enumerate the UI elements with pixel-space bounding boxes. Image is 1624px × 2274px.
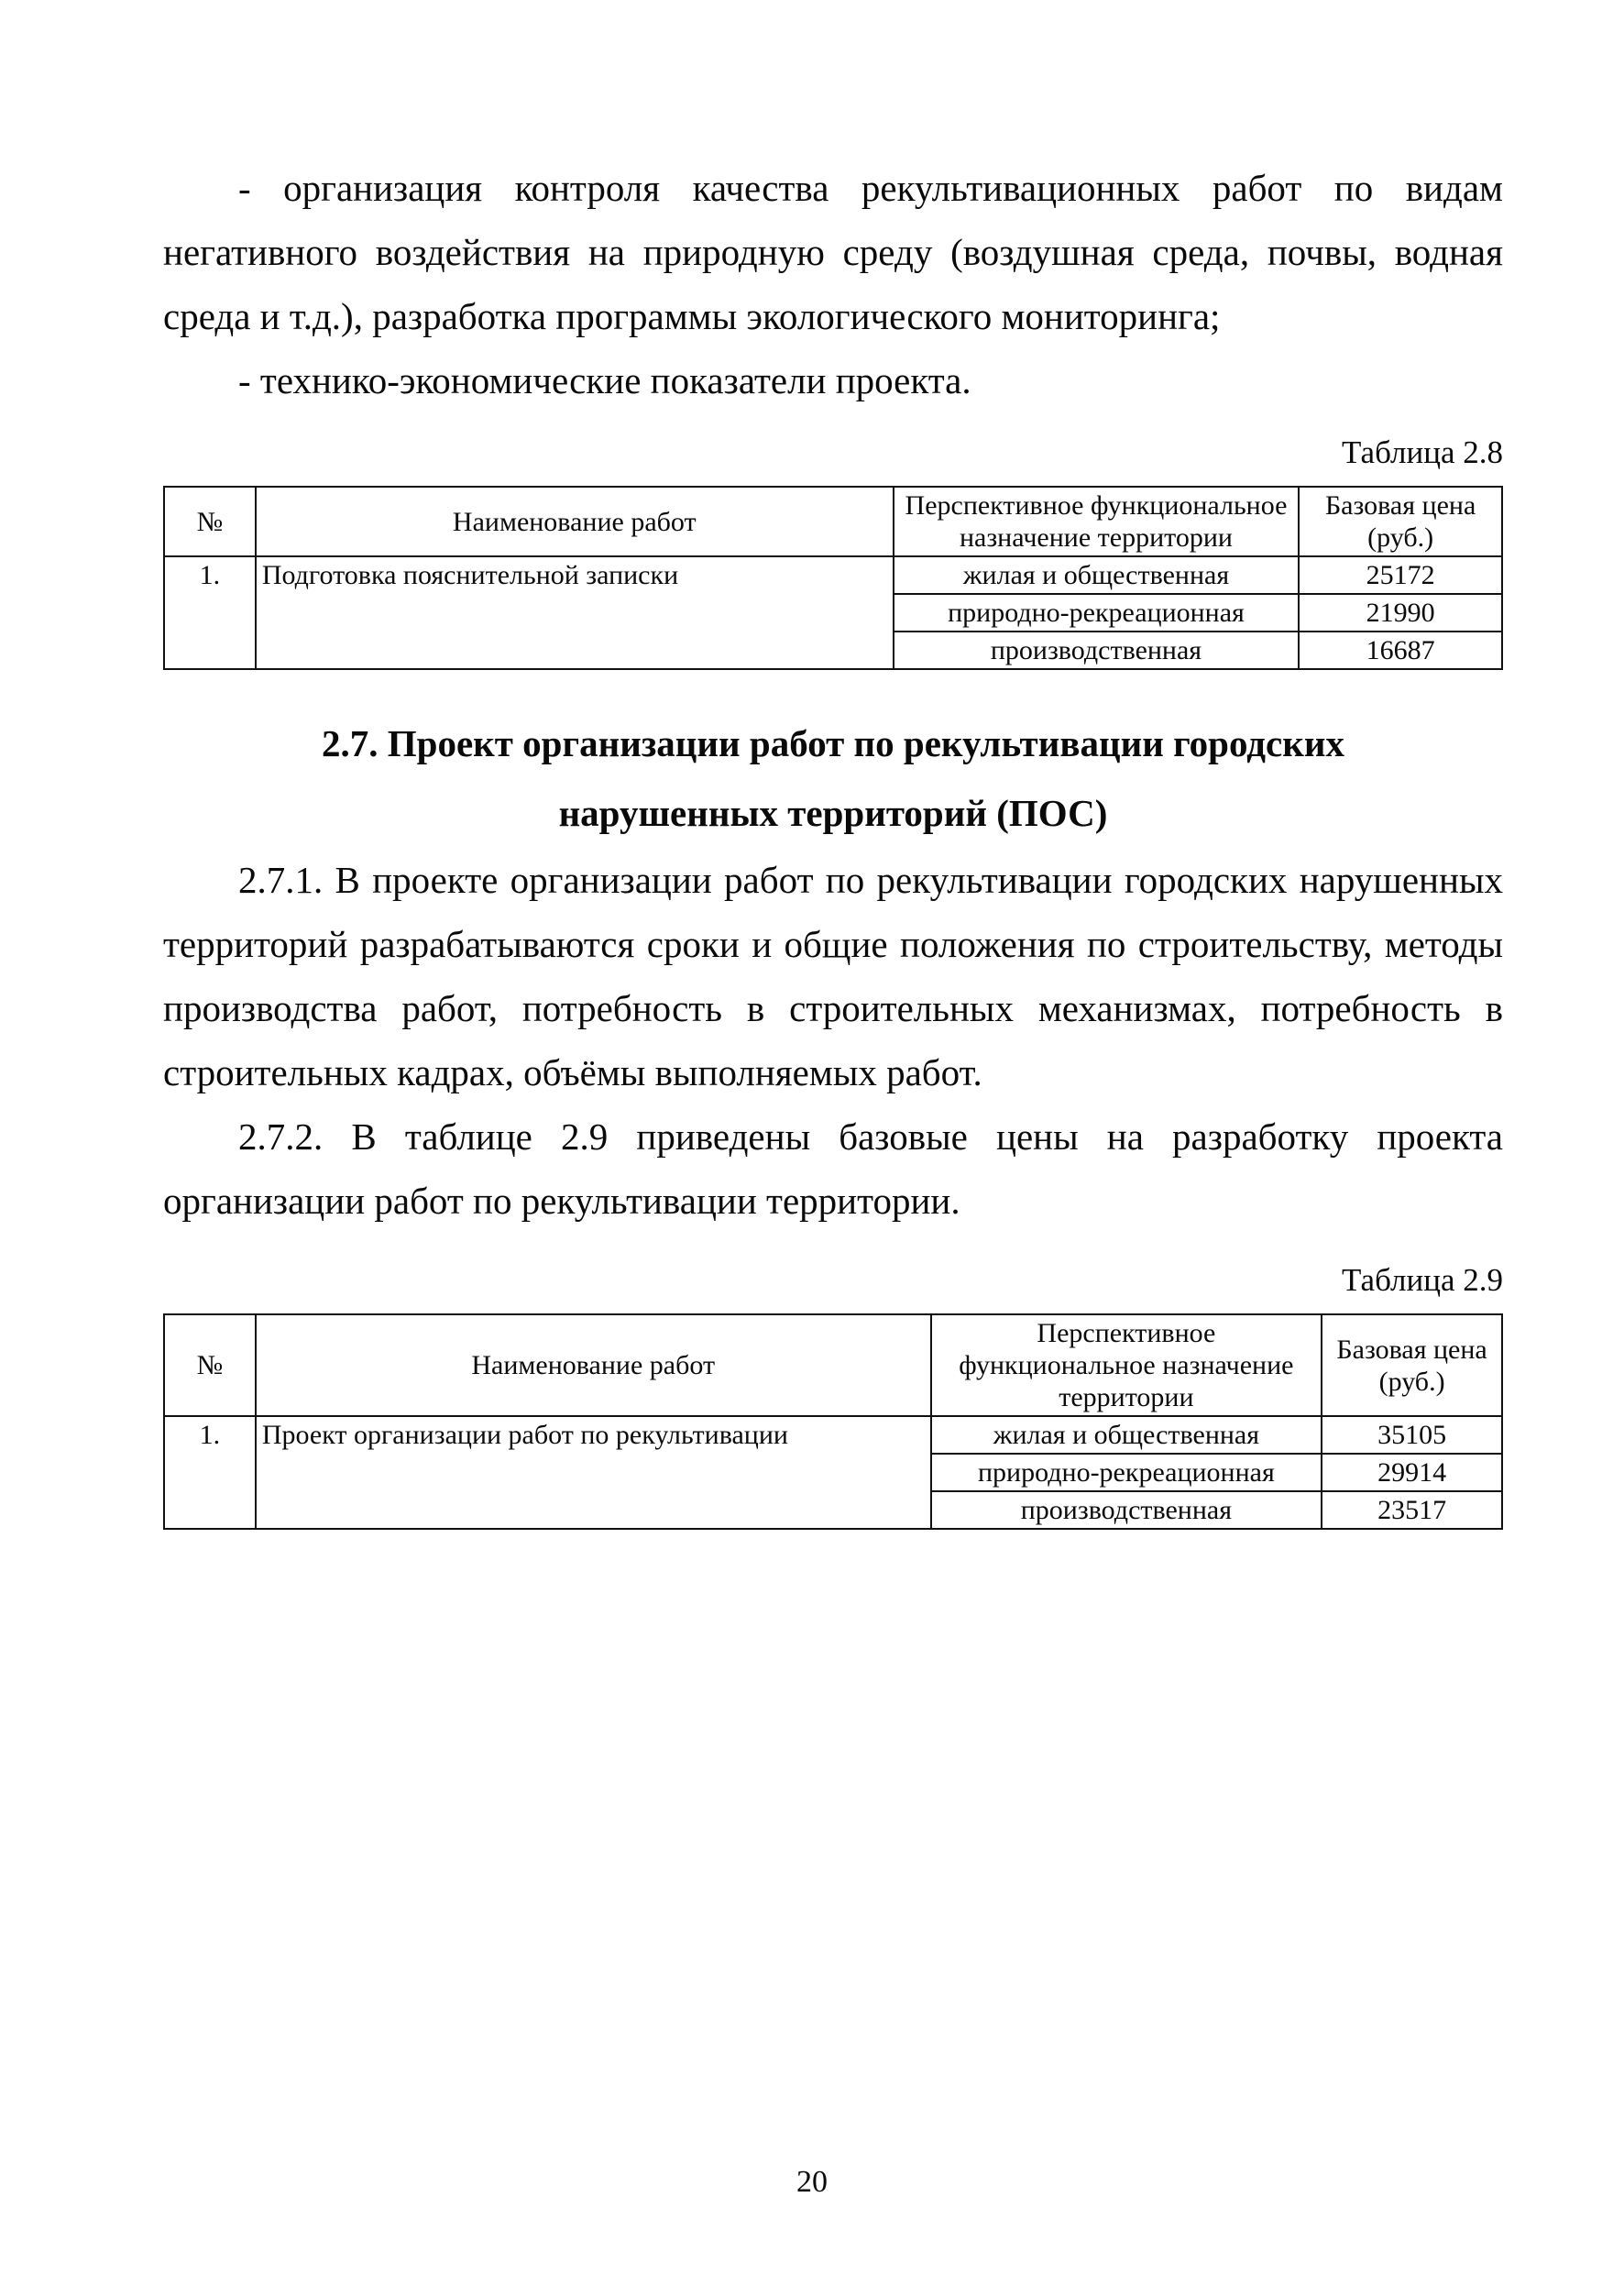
row-price: 21990 (1299, 594, 1502, 632)
paragraph-2-7-2: 2.7.2. В таблице 2.9 приведены базовые цены на разработку проекта организации работ по рекультивации территории. (163, 1115, 1503, 1222)
row-num: 1. (164, 1416, 256, 1529)
table-header-row (164, 1314, 1502, 1416)
page-number: 20 (796, 2165, 828, 2199)
row-dest: природно-рекреационная (931, 1454, 1322, 1491)
header-dest: Перспективное функциональное назначение территории (931, 1314, 1322, 1416)
document-page (163, 156, 1503, 1530)
table-2-8 (163, 486, 1503, 670)
table-header-row (164, 487, 1502, 556)
header-dest: Перспективное функциональное назначение территории (894, 487, 1300, 556)
row-price: 16687 (1299, 632, 1502, 669)
intro-item-indicators: - технико-экономические показатели проекта. (238, 359, 971, 401)
header-num: № (164, 487, 256, 556)
row-dest: производственная (894, 632, 1300, 669)
row-dest: жилая и общественная (894, 556, 1300, 594)
header-price: Базовая цена (руб.) (1322, 1314, 1502, 1416)
paragraph-2-7-1: 2.7.1. В проекте организации работ по рекультивации городских нарушенных территорий разрабатываются сроки и общие положения по строительству, методы производства работ, потребность в строительных механизмах, потребность в строительных кадрах, объёмы выполняемых работ. (163, 859, 1503, 1093)
row-name: Подготовка пояснительной записки (256, 556, 894, 669)
section-heading-line2: нарушенных территорий (ПОС) (558, 792, 1108, 834)
table-row (164, 556, 1502, 594)
header-name: Наименование работ (256, 1314, 931, 1416)
intro-item-quality-control: - организация контроля качества рекультивационных работ по видам негативного воздействия на природную среду (воздушная среда, почвы, водная среда и т.д.), разработка программы экологического мониторинга; (163, 167, 1503, 337)
row-price: 25172 (1299, 556, 1502, 594)
table-2-8-caption: Таблица 2.8 (1342, 434, 1503, 470)
table-2-9 (163, 1313, 1503, 1530)
row-name: Проект организации работ по рекультивации (256, 1416, 931, 1529)
row-num: 1. (164, 556, 256, 669)
row-price: 23517 (1322, 1491, 1502, 1529)
row-dest: производственная (931, 1491, 1322, 1529)
row-price: 29914 (1322, 1454, 1502, 1491)
section-heading-line1: 2.7. Проект организации работ по рекультивации городских (322, 722, 1344, 764)
row-dest: природно-рекреационная (894, 594, 1300, 632)
row-dest: жилая и общественная (931, 1416, 1322, 1454)
table-row (164, 1416, 1502, 1454)
header-num: № (164, 1314, 256, 1416)
header-price: Базовая цена (руб.) (1299, 487, 1502, 556)
row-price: 35105 (1322, 1416, 1502, 1454)
table-2-9-caption: Таблица 2.9 (1342, 1262, 1503, 1298)
header-name: Наименование работ (256, 487, 894, 556)
